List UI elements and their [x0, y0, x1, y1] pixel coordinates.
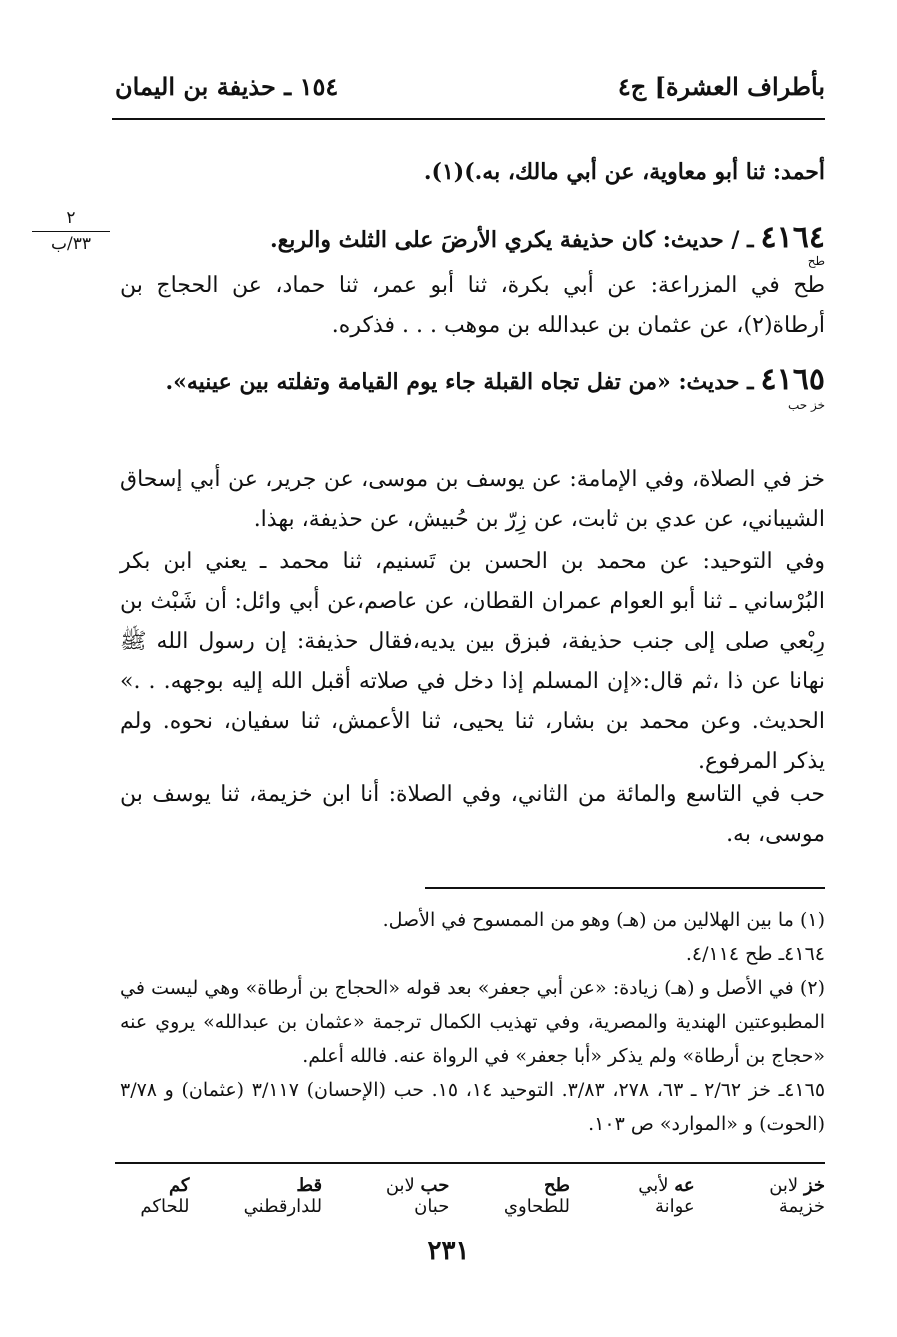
text-paragraph-ibn-hibban: [120, 775, 825, 855]
paragraph-text: وفي التوحيد: عن محمد بن الحسن بن تَسنيم، ثنا محمد ـ يعني ابن بكر البُرْساني ـ ثنا أبو العوام عمران القطان، عن عاصم،عن أبي وائل: أن شَبْث بن رِبْعي صلى إلى جنب حذيفة، فبزق بين يديه،فقال حذيفة: إن رسول الله ﷺ نهانا عن ذا ،ثم قال:«إن المسلم إذا دخل في صلاته أقبل الله إليه بوجهه. . .» الحديث. وعن محمد بن بشار، ثنا يحيى، ثنا الأعمش، ثنا سفيان، نحوه. ولم يذكر المرفوع.: [120, 549, 825, 774]
siglum-entry: عه لأبي عوانة: [638, 1175, 695, 1217]
text-paragraph-tahawi: [120, 266, 825, 346]
paragraph-text: خز في الصلاة، وفي الإمامة: عن يوسف بن موسى، عن جرير، عن أبي إسحاق الشيباني، عن عدي بن ثابت، عن زِرّ بن حُبيش، عن حذيفة، بهذا.: [120, 467, 825, 532]
running-header-chapter: ١٥٤ ـ حذيفة بن اليمان: [115, 72, 339, 101]
hadith-number: ٤١٦٤: [760, 220, 825, 255]
sigla-rule: [115, 1162, 825, 1164]
footnotes: [120, 903, 825, 1141]
paragraph-text: أحمد: ثنا أبو معاوية، عن أبي مالك، به.)(١).: [423, 159, 825, 185]
hadith-number: ٤١٦٥: [760, 362, 825, 397]
siglum-entry: طح للطحاوي: [503, 1175, 570, 1217]
text-paragraph-ibn-khuzayma: [120, 460, 825, 540]
manuscript-folio-note: [28, 208, 114, 256]
siglum-entry: قط للدارقطني: [243, 1175, 323, 1217]
hadith-heading-4165: [120, 360, 825, 403]
header-rule: [112, 118, 825, 120]
hadith-title: ـ / حديث: كان حذيفة يكري الأرضَ على الثلث والربع.: [269, 227, 754, 253]
folio-note-bottom: ٣٣/ب: [51, 234, 91, 255]
footnote-4165: ٤١٦٥ـ خز ٢/٦٢ ـ ٦٣، ٢٧٨، ٣/٨٣. التوحيد ١٤، ١٥. حب (الإحسان) ٣/١١٧ (عثمان) و ٣/٧٨ (الحوت) و «الموارد» ص ١٠٣.: [120, 1079, 826, 1135]
footnote-rule: [425, 887, 825, 889]
siglum-entry: خز لابن خزيمة: [769, 1175, 825, 1217]
source-siglum-4165: خز حب: [787, 398, 825, 412]
paragraph-text: طح في المزراعة: عن أبي بكرة، ثنا أبو عمر، ثنا حماد، عن الحجاج بن أرطاة(٢)، عن عثمان بن عبدالله بن موهب . . . فذكره.: [120, 273, 825, 338]
sigla-key: [115, 1175, 825, 1217]
hadith-title: ـ حديث: «من تفل تجاه القبلة جاء يوم القيامة وتفلته بين عينيه».: [165, 369, 754, 395]
source-siglum-4164: طح: [807, 254, 825, 268]
siglum-entry: حب لابن حبان: [385, 1175, 450, 1217]
paragraph-text: حب في التاسع والمائة من الثاني، وفي الصلاة: أنا ابن خزيمة، ثنا يوسف بن موسى، به.: [120, 782, 825, 847]
text-paragraph-tawhid: [120, 542, 825, 782]
footnote-1: (١) ما بين الهلالين من (هـ) وهو من الممسوح في الأصل.: [382, 909, 825, 931]
page-number: ٢٣١: [427, 1236, 470, 1266]
siglum-entry: كم للحاكم: [140, 1175, 190, 1217]
hadith-heading-4164: [120, 218, 825, 261]
folio-note-top: ٢: [66, 208, 76, 228]
folio-note-line: [32, 231, 110, 232]
running-header-book-title: بأطراف العشرة] ج٤: [617, 72, 825, 101]
footnote-2: (٢) في الأصل و (هـ) زيادة: «عن أبي جعفر» بعد قوله «الحجاج بن أرطاة» وهي ليست في المطبوعتين الهندية والمصرية، وفي تهذيب الكمال ترجمة «عثمان بن عبدالله» يروي عنه «حجاج بن أرطاة» ولم يذكر «أبا جعفر» في الرواة عنه. فالله أعلم.: [120, 977, 825, 1067]
text-paragraph-ahmad: [120, 152, 825, 193]
footnote-4164: ٤١٦٤ـ طح ٤/١١٤.: [685, 943, 825, 965]
